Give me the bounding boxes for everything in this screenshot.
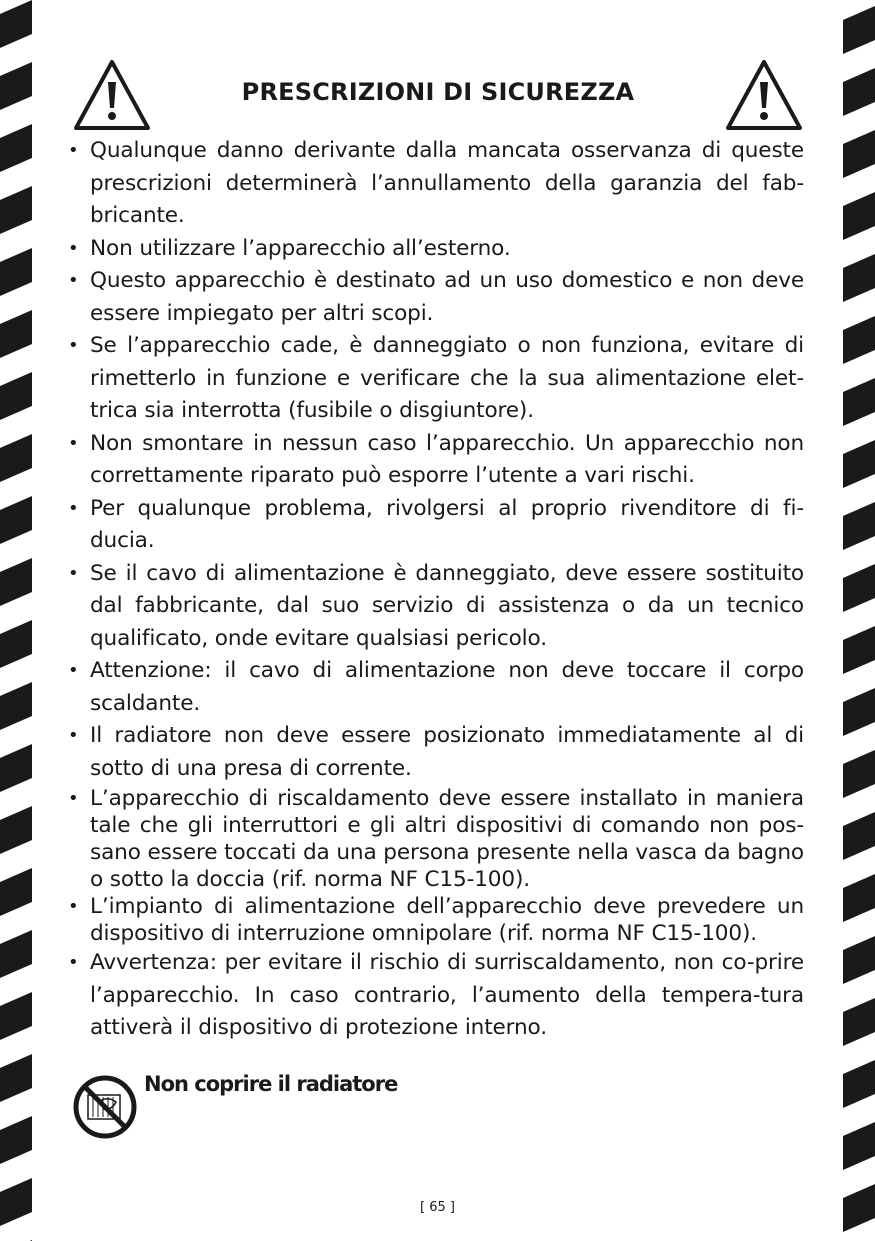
list-item [64,493,804,558]
rule-text: Non smontare in nessun caso l’apparecchio. Un apparecchio non correttamente riparato può esporre l’utente a vari rischi. [90,430,804,488]
rule-text: L’impianto di alimentazione dell’apparecchio deve prevedere un dispositivo di interruzione omnipolare (rif. norma NF C15-100). [90,894,804,946]
rule-text: Se l’apparecchio cade, è danneggiato o non funziona, evitare di rimetterlo in funzione e verificare che la sua alimentazione elet-trica sia interrotta (fusibile o disgiuntore). [90,333,804,423]
rule-text: Il radiatore non deve essere posizionato immediatamente al di sotto di una presa di corrente. [90,723,804,781]
bullet: • [68,497,79,519]
bullet: • [68,432,79,454]
right-hazard-stripes [843,0,875,1241]
bullet: • [68,725,79,746]
rule-text: Attenzione: il cavo di alimentazione non deve toccare il corpo scaldante. [90,658,804,716]
rule-text: L’apparecchio di riscaldamento deve essere installato in maniera tale che gli interruttori e gli altri dispositivi di comando non pos-sano essere toccati da una persona presente nella vasca da bagno o sotto la doccia (rif. norma NF C15-100). [90,786,804,892]
rule-text: Qualunque danno derivante dalla mancata osservanza di queste prescrizioni determinerà l’annullamento della garanzia del fab-bricante. [90,138,804,228]
cover-warning-label: Non coprire il radiatore [144,1072,398,1096]
bullet: • [68,270,79,291]
bullet: • [68,335,79,356]
list-item [64,233,804,266]
bullet: • [68,896,79,917]
rule-text: Avvertenza: per evitare il rischio di surriscaldamento, non co-prire l’apparecchio. In caso contrario, l’aumento della tempera-tura attiverà il dispositivo di protezione interno. [90,950,804,1040]
list-item [64,265,804,330]
cover-warning [72,1072,492,1142]
rule-text: Questo apparecchio è destinato ad un uso domestico e non deve essere impiegato per altri scopi. [90,268,804,326]
list-item [64,428,804,493]
bullet: • [68,952,79,973]
no-cover-radiator-icon [72,1074,138,1140]
bullet: • [68,140,79,161]
page-title: PRESCRIZIONI DI SICUREZZA [241,78,635,106]
list-item [64,655,804,720]
rule-text: Non utilizzare l’apparecchio all’esterno. [90,235,511,261]
bullet: • [68,660,79,681]
left-hazard-stripes [0,0,32,1241]
bullet: • [68,562,79,584]
warning-triangle-icon [724,58,804,132]
list-item [64,947,804,1045]
list-item [64,893,804,947]
rule-text: Se il cavo di alimentazione è danneggiato, deve essere sostituito dal fabbricante, dal suo servizio di assistenza o da un tecnico qualificato, onde evitare qualsiasi pericolo. [90,560,804,651]
list-item [64,720,804,785]
rule-text: Per qualunque problema, rivolgersi al proprio rivenditore di fi-ducia. [90,495,804,553]
page-number: [ 65 ] [420,1200,455,1215]
list-item [64,330,804,428]
bullet: • [68,788,79,809]
list-item [64,558,804,656]
list-item [64,785,804,893]
title-row [72,58,804,132]
list-item [64,135,804,233]
safety-rules-list [64,135,804,1045]
bullet: • [68,237,79,259]
